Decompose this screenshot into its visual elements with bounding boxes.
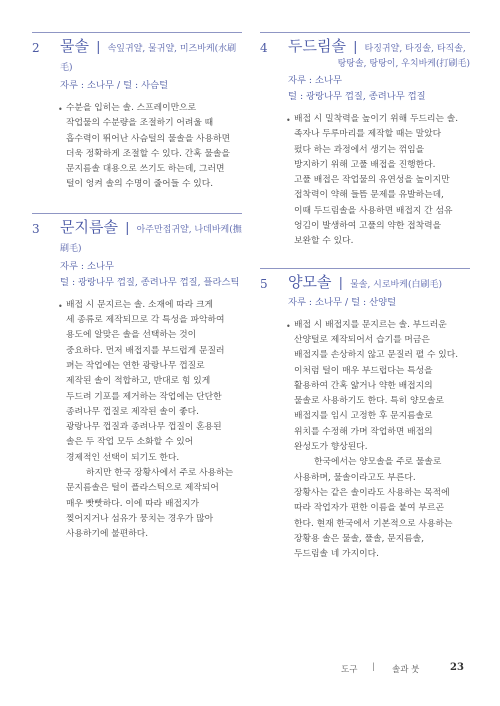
text-line: 사용하며, 물솔이라고도 부른다. bbox=[294, 472, 416, 483]
entry-mulsol bbox=[32, 32, 242, 193]
text-line: 완성도가 향상된다. bbox=[294, 442, 368, 453]
entry-paragraph bbox=[56, 298, 242, 466]
entry-paragraph bbox=[56, 466, 242, 542]
entry-paragraph bbox=[284, 455, 470, 562]
text-line: 이때 두드림솔을 사용하면 배접지 간 섬유 bbox=[294, 205, 453, 216]
entry-body bbox=[260, 112, 470, 250]
entry-title: 양모솔 bbox=[288, 272, 332, 291]
material-value: 소나무 bbox=[315, 296, 342, 308]
hair-value: 사슴털 bbox=[141, 80, 169, 91]
text-line: 중요하다. 먼저 배접지를 부드럽게 문질러 bbox=[66, 345, 225, 356]
text-line: 두드려 기포를 제거하는 작업에는 단단한 bbox=[66, 391, 222, 402]
text-line: 광랑나무 껍질과 종려나무 껍질이 혼용된 bbox=[66, 422, 222, 433]
hair-label: 털 bbox=[288, 91, 297, 102]
text-line: 세 종류로 제작되므로 각 특성을 파악하여 bbox=[66, 315, 225, 326]
entry-meta: 자루 : 소나무 bbox=[60, 260, 114, 272]
entry-meta: 자루 : 소나무 / 털 : 사슴털 bbox=[60, 80, 169, 91]
material-label: 자루 bbox=[60, 80, 78, 91]
entry-meta: 자루 : 소나무 bbox=[288, 75, 342, 86]
text-line: 매우 빳빳하다. 이에 따라 배접지가 bbox=[66, 498, 199, 509]
text-line: 장황용 솔은 물솔, 풀솔, 문지름솔, bbox=[294, 533, 425, 544]
entry-meta: 자루 : 소나무 / 털 : 산양털 bbox=[288, 296, 397, 308]
footer-category: 도구 bbox=[341, 665, 358, 675]
entry-title: 두드림솔 bbox=[288, 37, 346, 55]
entry-body bbox=[32, 298, 242, 543]
entry-alt-names: 물솔, 시로바케(白刷毛) bbox=[350, 279, 442, 290]
page-footer bbox=[0, 663, 500, 677]
text-line: 배접지를 임시 고정한 후 문지름솔로 bbox=[294, 411, 433, 422]
entry-body bbox=[32, 101, 242, 193]
material-label: 자루 bbox=[60, 260, 78, 272]
text-line: 배접 시 밀착력을 높이기 위해 두드리는 솔. bbox=[294, 114, 459, 124]
text-line: 한국에서는 양모솔을 주로 물솔로 bbox=[314, 457, 442, 468]
text-line: 솔은 두 작업 모두 소화할 수 있어 bbox=[66, 437, 194, 448]
hair-label: 털 bbox=[123, 80, 133, 91]
entry-header bbox=[32, 219, 242, 290]
bullet-icon: • bbox=[58, 105, 63, 114]
text-line: 산양털로 제작되어서 습기를 머금은 bbox=[294, 334, 430, 345]
entry-title: 문지름솔 bbox=[60, 217, 118, 236]
text-line: 펐다 하는 과정에서 생기는 꺾임을 bbox=[294, 144, 425, 155]
text-line: 보완할 수 있다. bbox=[294, 236, 354, 247]
text-line: 펴는 작업에는 연한 광랑나무 껍질로 bbox=[66, 360, 205, 371]
title-separator: | bbox=[338, 275, 343, 291]
text-line: 용도에 알맞은 솔을 선택하는 것이 bbox=[66, 330, 197, 341]
entry-title: 물솔 bbox=[60, 37, 89, 55]
text-line: 장황사는 같은 솔이라도 사용하는 목적에 bbox=[294, 487, 450, 498]
bullet-icon: • bbox=[286, 321, 291, 331]
entry-paragraph bbox=[284, 318, 470, 456]
text-line: 두드림솔 네 가지이다. bbox=[294, 549, 379, 560]
entry-header bbox=[32, 38, 242, 93]
title-separator: | bbox=[96, 40, 101, 55]
right-column bbox=[260, 32, 470, 562]
text-line: 활용하여 간혹 얇거나 약한 배접지의 bbox=[294, 380, 433, 391]
text-line: 문지름솔 대용으로 쓰기도 하는데, 그러면 bbox=[66, 164, 225, 175]
text-line: 족자나 두루마리를 제작할 때는 말았다 bbox=[294, 129, 442, 140]
entry-number: 2 bbox=[32, 41, 40, 55]
bullet-icon: • bbox=[58, 301, 63, 311]
text-line: 제작된 솔이 적합하고, 반대로 힘 있게 bbox=[66, 376, 211, 387]
material-value: 소나무 bbox=[87, 260, 114, 272]
text-line: 물솔로 사용하기도 한다. 특히 양모솔로 bbox=[294, 396, 444, 407]
entry-divider bbox=[260, 268, 470, 269]
entry-header bbox=[260, 38, 470, 104]
footer-section: 솔과 붓 bbox=[392, 665, 420, 675]
text-line: 한다. 현재 한국에서 기본적으로 사용하는 bbox=[294, 518, 453, 529]
hair-value: 광랑나무 껍질, 종려나무 껍질 bbox=[306, 91, 426, 102]
text-line: 방지하기 위해 고풀 배접을 진행한다. bbox=[294, 159, 436, 170]
entry-alt-names-cont: 탕탕솔, 탕탕이, 우치바케(打刷毛) bbox=[337, 59, 470, 69]
entry-alt-names: 아주만접귀얄, 나데바케(撫刷毛) bbox=[60, 224, 242, 254]
entry-divider bbox=[32, 32, 242, 33]
text-line: 배접 시 문지르는 솔. 소재에 따라 크게 bbox=[66, 299, 214, 310]
entry-paragraph bbox=[284, 112, 470, 250]
entry-dudeurimsol bbox=[260, 32, 470, 250]
text-line: 찢어지거나 섬유가 뭉치는 경우가 많아 bbox=[66, 513, 214, 524]
entry-paragraph bbox=[56, 101, 242, 193]
text-line: 경제적인 선택이 되기도 한다. bbox=[66, 452, 180, 463]
hair-label: 털 bbox=[351, 296, 361, 308]
material-value: 소나무 bbox=[315, 75, 342, 86]
hair-value: 광랑나무 껍질, 종려나무 껍질, 플라스틱 bbox=[78, 276, 240, 288]
entry-meta-hair: 털 : 광랑나무 껍질, 종려나무 껍질 bbox=[288, 91, 426, 102]
material-label: 자루 bbox=[288, 75, 306, 86]
hair-label: 털 bbox=[60, 276, 69, 288]
text-line: 고풀 배접은 작업물의 유연성을 높이지만 bbox=[294, 175, 450, 186]
title-separator: | bbox=[353, 40, 358, 55]
entry-alt-names: 타징귀얄, 타징솔, 타직솔, bbox=[364, 44, 466, 54]
text-line: 흡수력이 뛰어난 사슴털의 물솔을 사용하면 bbox=[66, 133, 231, 144]
entry-number: 4 bbox=[260, 41, 268, 55]
text-line: 하지만 한국 장황사에서 주로 사용하는 bbox=[86, 468, 234, 479]
bullet-icon: • bbox=[286, 116, 291, 125]
text-line: 수분을 입히는 솔. 스프레이만으로 bbox=[66, 103, 197, 113]
text-line: 접착력이 약해 들뜸 문제를 유발하는데, bbox=[294, 190, 444, 201]
left-column bbox=[32, 32, 242, 543]
hair-value: 산양털 bbox=[369, 296, 397, 308]
entry-alt-names: 속잎귀얄, 물귀얄, 미즈바케(水刷毛) bbox=[60, 44, 237, 73]
text-line: 사용하기에 불편하다. bbox=[66, 529, 149, 540]
entry-yangmosol bbox=[260, 268, 470, 563]
text-line: 털이 엉켜 솔의 수명이 줄어들 수 있다. bbox=[66, 179, 214, 190]
entry-body bbox=[260, 318, 470, 563]
entry-number: 5 bbox=[260, 276, 268, 291]
text-line: 엉김이 발생하여 고풀의 약한 접착력을 bbox=[294, 221, 442, 232]
entry-divider bbox=[260, 32, 470, 33]
text-line: 배접지를 손상하지 않고 문질러 펼 수 있다. bbox=[294, 350, 459, 361]
text-line: 위치를 수정해 가며 작업하면 배접의 bbox=[294, 426, 433, 437]
text-line: 문지름솔은 털이 플라스틱으로 제작되어 bbox=[66, 483, 219, 494]
entry-munjireumsol bbox=[32, 213, 242, 543]
title-separator: | bbox=[125, 220, 130, 236]
footer-separator: | bbox=[372, 662, 375, 672]
text-line: 따라 작업자가 편한 이름을 붙여 부르곤 bbox=[294, 503, 444, 514]
entry-number: 3 bbox=[32, 221, 40, 236]
material-value: 소나무 bbox=[87, 80, 114, 91]
entry-meta-hair: 털 : 광랑나무 껍질, 종려나무 껍질, 플라스틱 bbox=[60, 276, 240, 288]
text-line: 더욱 정확하게 조절할 수 있다. 간혹 물솔을 bbox=[66, 148, 231, 159]
page-number: 23 bbox=[450, 662, 464, 673]
text-line: 배접 시 배접지를 문지르는 솔. 부드러운 bbox=[294, 319, 447, 330]
text-line: 종려나무 껍질로 제작된 솔이 좋다. bbox=[66, 406, 199, 417]
text-line: 작업물의 수분량을 조절하기 어려울 때 bbox=[66, 118, 214, 129]
text-line: 이처럼 털이 매우 부드럽다는 특성을 bbox=[294, 365, 433, 376]
material-label: 자루 bbox=[288, 296, 306, 308]
entry-header bbox=[260, 274, 470, 310]
entry-divider bbox=[32, 213, 242, 214]
